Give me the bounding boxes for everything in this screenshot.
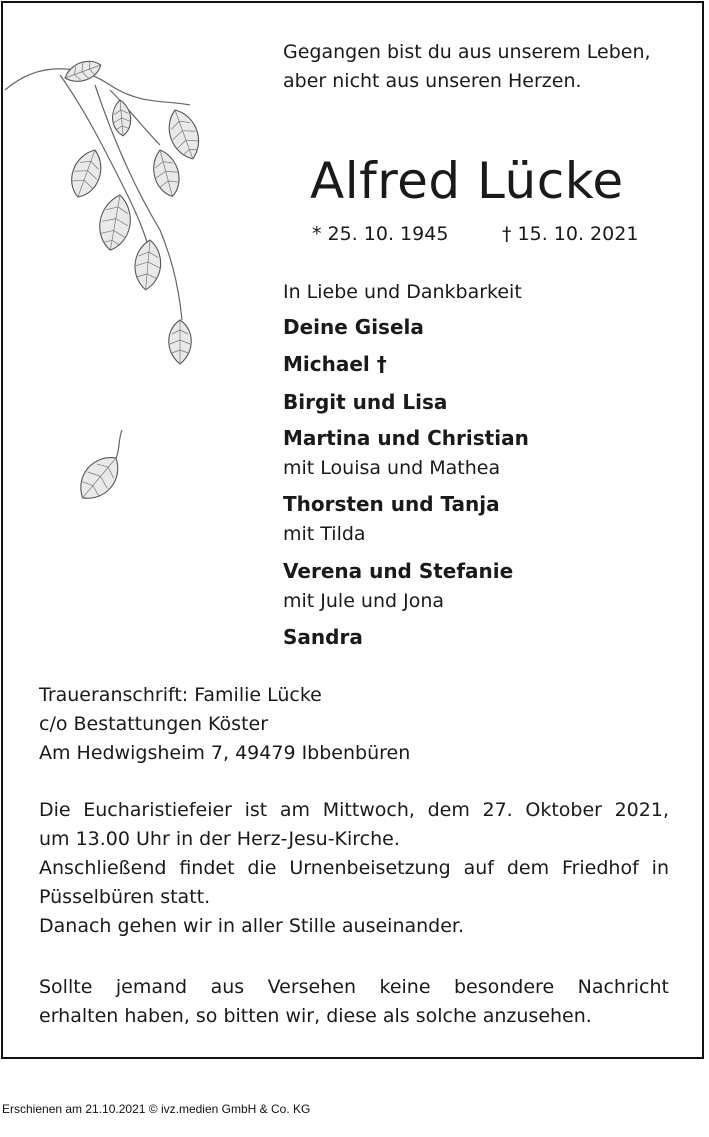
birth-date: * 25. 10. 1945 — [312, 223, 449, 245]
family-member-martina: Martina und Christian — [283, 426, 529, 450]
notice-line-1: Sollte jemand aus Versehen keine besondere Nachricht — [39, 976, 669, 998]
quote-line-2: aber nicht aus unseren Herzen. — [283, 70, 582, 92]
birch-branch-illustration — [0, 30, 260, 530]
quote-line-1: Gegangen bist du aus unserem Leben, — [283, 41, 651, 63]
service-line-4: Püsselbüren statt. — [39, 886, 211, 908]
mourning-address — [39, 681, 410, 768]
publication-footer: Erschienen am 21.10.2021 © ivz.medien GmbH & Co. KG — [2, 1102, 311, 1116]
notice-line-2: erhalten haben, so bitten wir, diese als solche anzusehen. — [39, 1005, 592, 1027]
family-member-thorsten: Thorsten und Tanja — [283, 492, 500, 516]
service-line-3: Anschließend findet die Urnenbeisetzung auf dem Friedhof in — [39, 857, 669, 879]
family-verena-children: mit Jule und Jona — [283, 590, 445, 612]
address-line-1: Traueranschrift: Familie Lücke — [39, 684, 322, 706]
family-thorsten-children: mit Tilda — [283, 523, 366, 545]
service-announcement — [39, 796, 669, 941]
family-member-verena: Verena und Stefanie — [283, 559, 514, 583]
family-member-gisela: Deine Gisela — [283, 315, 424, 339]
family-member-sandra: Sandra — [283, 625, 363, 649]
family-intro: In Liebe und Dankbarkeit — [283, 281, 522, 303]
family-member-birgit: Birgit und Lisa — [283, 390, 448, 414]
deceased-name: Alfred Lücke — [310, 152, 624, 210]
notice-paragraph — [39, 973, 669, 1031]
service-line-2: um 13.00 Uhr in der Herz-Jesu-Kirche. — [39, 828, 400, 850]
address-line-3: Am Hedwigsheim 7, 49479 Ibbenbüren — [39, 742, 411, 764]
service-line-5: Danach gehen wir in aller Stille auseinander. — [39, 915, 465, 937]
service-line-1: Die Eucharistiefeier ist am Mittwoch, dem 27. Oktober 2021, — [39, 799, 669, 821]
family-martina-children: mit Louisa und Mathea — [283, 457, 501, 479]
memorial-quote — [283, 38, 651, 96]
address-line-2: c/o Bestattungen Köster — [39, 713, 269, 735]
family-member-michael: Michael † — [283, 352, 387, 376]
death-date: † 15. 10. 2021 — [502, 223, 639, 245]
